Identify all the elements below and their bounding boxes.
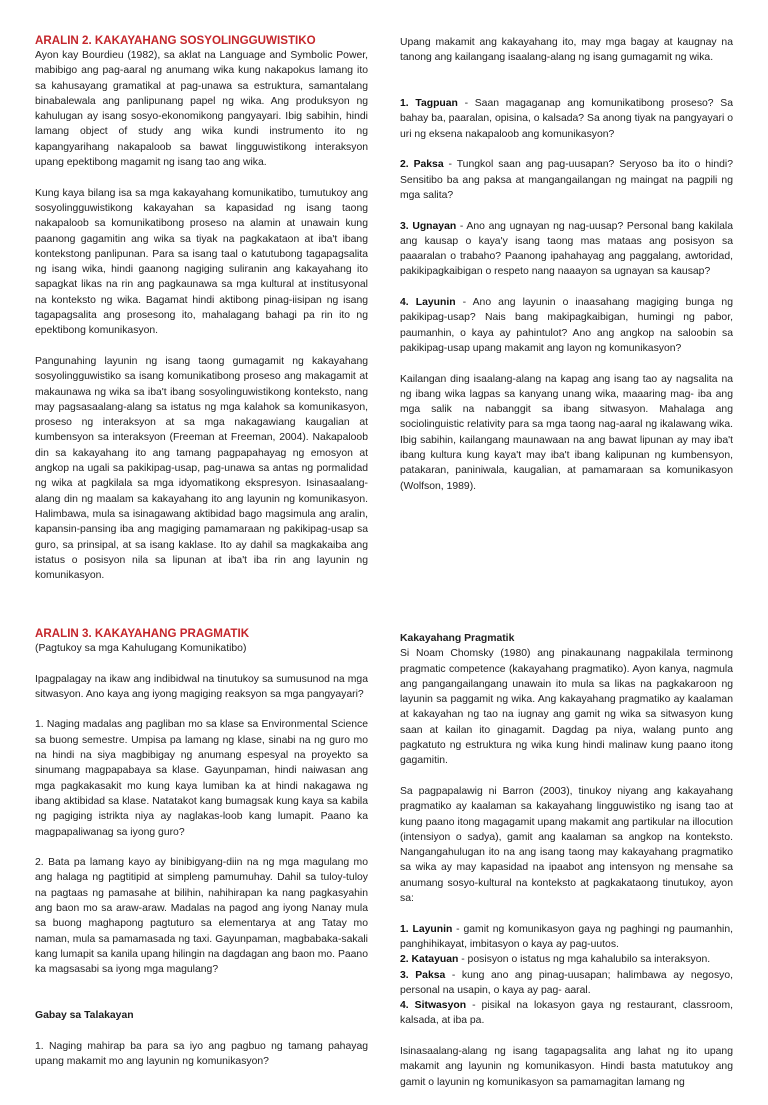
item-lead: 1. Layunin <box>400 923 453 935</box>
item-text: - Saan magaganap ang komunikatibong proseso? Sa bahay ba, paaralan, opisina, o kalsada? Sa anong tiyak na pangyayari o uri ng eksena nakapaloob ang komunikasyon? <box>400 98 733 140</box>
situation-item: 2. Bata pa lamang kayo ay binibigyang-diin na ng mga magulang mo ang halaga ng pagtitipid at simpleng pamumuhay. Dahil sa tuloy-tuloy na pagtaas ng pamasahe at bilihin, nahihirapan ka nang pagkasyahin ang baon mo sa araw-araw. Madalas na pagod ang iyong Nanay mula sa buong maghapong pagtuturo sa elementarya at ang Tatay mo naman, mula sa pamamasada ng taxi. Gayunpaman, magbabaka-sakali kang lumapit sa kanila upang hilingin na dagdagan ang baon mo. Paano ka magsasabi sa iyong mga magulang? <box>35 857 368 976</box>
paragraph: Isinasaalang-alang ng isang tagapagsalita ang lahat ng ito upang makamit ang layunin ng komunikasyon. Hindi basta matutukoy ang gamit o layunin ng komunikasyon sa pamamagitan lamang ng <box>400 1046 733 1088</box>
guide-item: 1. Naging mahirap ba para sa iyo ang pagbuo ng tamang pahayag upang makamit mo ang layunin ng komunikasyon? <box>35 1040 368 1068</box>
item-text: - posisyon o istatus ng mga kahalubilo sa interaksyon. <box>458 954 711 966</box>
list-item-tagpuan <box>400 96 733 142</box>
item-lead: 4. Layunin <box>400 297 456 309</box>
paragraph: Upang makamit ang kakayahang ito, may mga bagay at kaugnay na tanong ang kailangang isaalang-alang ng isang gumagamit ng wika. <box>400 37 733 64</box>
section3-left-column <box>35 627 368 1085</box>
item-lead: 1. Tagpuan <box>400 98 458 110</box>
list-item-katayuan <box>400 952 733 967</box>
paragraph: Si Noam Chomsky (1980) ang pinakaunang nagpakilala terminong pragmatic competence (kakayahang pragmatiko). Ayon kanya, nagmula ang pangangailangang unawain ito mula sa likas na pagkakaroon ng layunin sa paggamit ng wika. Ang kakayahang pragmatiko ay kaalaman at kakayahan ng tao na iugnay ang gamit ng wika sa sitwasyon kung saan at kailan ito ginagamit. Dagdag pa niya, walang punto ang pagkatuto ng estruktura ng wika kung hindi malinaw kung paano itong gagamitin. <box>400 648 733 767</box>
situation-item: 1. Naging madalas ang pagliban mo sa klase sa Environmental Science sa buong semestre. Umpisa pa lamang ng klase, sinabi na ng guro mo na hindi na siya magbibigay ng anumang espesyal na proyekto sa sinumang magpapabaya sa klase. Gayunpaman, hindi naiwasan ang mga pagkakasakit mo kung kaya lumiban ka at hindi nakagawa ng ibang aktibidad sa klase. Natatakot kang bumagsak kung kaya sa kabila ng pagiging istrikta niya ay naglakas-loob kang lumapit. Paano ka magpapaliwanag sa iyong guro? <box>35 719 368 838</box>
section2-right-column <box>400 34 733 509</box>
list-item-layunin <box>400 922 733 953</box>
paragraph: Ayon kay Bourdieu (1982), sa aklat na Language and Symbolic Power, mabibigo ang pag-aaral ng anumang wika kung nakapokus lamang ito sa kahusayang gramatikal at pag-unawa sa estruktura, samantalang binabalewala ang panlipunang papel ng wika. Ang produksyon ng kahulugan ay isang sosyo-ekonomikong pangyayari. Ibig sabihin, hindi lamang object of study ang wika kundi instrumento ito ng kapangyarihang nakapaloob sa bawat lingguwistikong interaksyon upang epektibong magamit ng isang tao ang wika. <box>35 50 368 169</box>
paragraph: Kung kaya bilang isa sa mga kakayahang komunikatibo, tumutukoy ang sosyolingguwistikong kakayahan sa kapasidad ng isang taong nakapaloob sa komunikatibong proseso na alamin at unawain kung paanong gagamitin ang wika sa tiyak na pagkakataon at iba't ibang kontekstong panlipunan. Para sa isang taal o katutubong tagapagsalita ng isang wika, hindi gaanong nagiging suliranin ang kakayahang ito sapagkat likas na rin ang pagkaunawa sa mga kultural at institusyonal na konteksto ng wika. Bagamat hindi aktibong pinag-iisipan ng isang tagapagsalita ang prosesong ito, mahalagang bahagi pa rin ito ng epektibong komunikasyon. <box>35 187 368 337</box>
list-item-sitwasyon <box>400 998 733 1029</box>
paragraph: Ipagpalagay na ikaw ang indibidwal na tinutukoy sa sumusunod na mga sitwasyon. Ano kaya ang iyong magiging reaksyon sa mga pangyayari? <box>35 673 368 700</box>
paragraph: Sa pagpapalawig ni Barron (2003), tinukoy niyang ang kakayahang pragmatiko ay kaalaman sa kakayahang lingguwistiko ng isang tao at kung paano itong magagamit upang makamit ang partikular na illocution (intensiyon o sadya), gamit ang kaalaman sa angkop na konteksto. Nangangahulugan ito na ang isang taong may kakayahang pragmatiko sa wika ay may kapasidad na ipaabot ang intensyon ng mensahe sa anumang sosyo-kultural na konteksto at pagkakataong tinutukoy, ayon sa: <box>400 785 733 905</box>
list-item-ugnayan <box>400 219 733 280</box>
item-text: - pisikal na lokasyon gaya ng restaurant, classroom, kalsada, at iba pa. <box>400 1000 733 1027</box>
item-text: - Ano ang layunin o inaasahang magiging bunga ng pakikipag-usap? Nais bang makipagkaibigan, humingi ng pabor, paumanhin, o kaya ay pahintulot? Ano ang angkop na saloobin sa pakikipag-usap upang makamit ang layon ng komunikasyon? <box>400 297 733 354</box>
section3-title: ARALIN 3. KAKAYAHANG PRAGMATIK <box>35 627 250 640</box>
item-lead: 3. Ugnayan <box>400 220 457 232</box>
section3-right-column <box>400 631 733 1105</box>
item-lead: 2. Katayuan <box>400 954 459 966</box>
subsection-title: Kakayahang Pragmatik <box>400 633 515 644</box>
section2-title: ARALIN 2. KAKAYAHANG SOSYOLINGGUWISTIKO <box>35 34 316 47</box>
section2-left-column <box>35 34 368 599</box>
item-lead: 2. Paksa <box>400 159 444 171</box>
list-item-paksa <box>400 157 733 203</box>
item-lead: 3. Paksa <box>400 969 446 981</box>
section3-subtitle: (Pagtukoy sa mga Kahulugang Komunikatibo) <box>35 643 247 654</box>
paragraph: Pangunahing layunin ng isang taong gumagamit ng kakayahang sosyolingguwistiko sa isang komunikatibong proseso ang makagamit at makaunawa ng wika sa iba't ibang sosyolinguwistikong konteksto, nang may pagsasaalang-alang sa istatus ng mga kalahok sa komunikasyon, proseso ng interaksyon at sa mga nakagawiang kaugalian at kumbensyon sa interaksyon (Freeman at Freeman, 2004). Nakapaloob din sa kakayahang ito ang tamang pagpapahayag ng emosyon at angkop na ugali sa pakikipag-usap, pag-unawa sa antas ng pormalidad ng wika at pagkilala sa mga idyomatikong ekspresyon. Isinasaalang-alang din ng maalam sa kakayahang ito ang layunin ng komunikasyon. Halimbawa, mula sa isinagawang aktibidad bago magsimula ang aralin, kapansin-pansing iba ang magiging pamamaraan ng pakikipag-usap sa guro, sa prinsipal, at sa isang kaklase. Ito ay dahil sa magkakaiba ang istatus o posisyon nila sa lipunan at iba't iba rin ang layunin ng komunikasyon. <box>35 355 368 582</box>
guide-title: Gabay sa Talakayan <box>35 1010 134 1022</box>
paragraph: Kailangan ding isaalang-alang na kapag ang isang tao ay nagsalita na ng ibang wika lagpas sa kanyang unang wika, maaaring mag- iba ang mga salik na nabanggit sa ibang sitwasyon. Mahalaga ang sociolinguistic relativity para sa mga taong nag-aaral ng ikalawang wika. Ibig sabihin, kailangang maunawaan na ang bawat lipunan ay may iba't ibang kultura kung kaya't may iba't ibang kalipunan ng kumbensyon, patakaran, paniniwala, kaugalian, at pamamaraan sa komunikasyon (Wolfson, 1989). <box>400 373 733 492</box>
item-lead: 4. Sitwasyon <box>400 1000 467 1012</box>
item-text: - Ano ang ugnayan ng nag-uusap? Personal bang kakilala ang kausap o kaya'y isang taong mas mataas ang posisyon sa paaaralan o trabaho? Paanong ipahahayag ang paggalang, awtoridad, pakikipagkaibigan o respeto nang naaayon sa ugnayan sa kausap? <box>400 220 734 278</box>
list-item-paksa <box>400 968 733 999</box>
item-text: - gamit ng komunikasyon gaya ng paghingi ng paumanhin, panghihikayat, imbitasyon o kaya ay pag-uutos. <box>400 923 733 950</box>
item-text: - kung ano ang pinag-uusapan; halimbawa ay negosyo, personal na usapin, o kaya ay pag- aaral. <box>400 969 733 996</box>
item-text: - Tungkol saan ang pag-uusapan? Seryoso ba ito o hindi? Sensitibo ba ang paksa at mangangailangan ng maingat na pagpili ng mga salita? <box>400 159 733 201</box>
list-item-layunin <box>400 295 733 356</box>
